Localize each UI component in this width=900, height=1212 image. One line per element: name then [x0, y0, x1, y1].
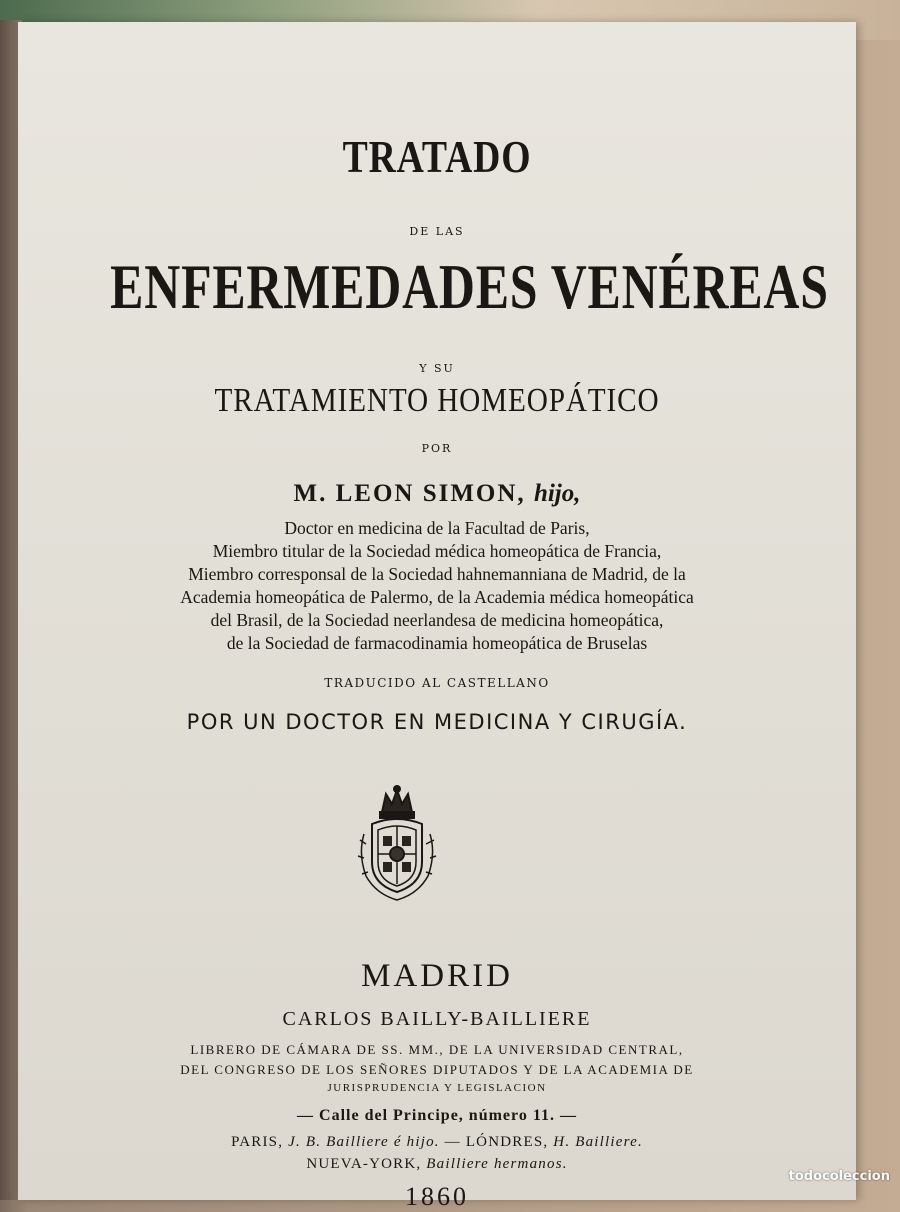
publisher-detail-line: LIBRERO DE CÁMARA DE SS. MM., DE LA UNIVERSIDAD CENTRAL,: [190, 1042, 684, 1057]
branch-newyork-name: Bailliere hermanos.: [426, 1156, 568, 1172]
watermark-logo: todocoleccion: [788, 1169, 890, 1184]
branch-newyork-label: NUEVA-YORK,: [306, 1156, 422, 1172]
author-suffix: hijo,: [533, 480, 581, 507]
imprint-city: MADRID: [361, 958, 513, 994]
byline-por: POR: [421, 442, 453, 455]
author-name: M. LEON SIMON,: [293, 480, 526, 507]
credential-line: de la Sociedad de farmacodinamia homeopática de Bruselas: [226, 633, 648, 653]
publisher-address: — Calle del Principe, número 11. —: [297, 1107, 577, 1124]
branch-london-label: — LÓNDRES,: [444, 1134, 549, 1150]
royal-crest-emblem: [356, 784, 438, 902]
credential-line: Doctor en medicina de la Facultad de Paris,: [284, 518, 590, 538]
credential-line: Miembro corresponsal de la Sociedad hahnemanniana de Madrid, de la: [188, 564, 686, 584]
title-connector-de-las: DE LAS: [409, 225, 465, 238]
publisher-name: CARLOS BAILLY-BAILLIERE: [282, 1008, 592, 1030]
publication-year: 1860: [405, 1182, 469, 1211]
branch-paris-name: J. B. Bailliere é hijo.: [288, 1134, 440, 1150]
branch-london-name: H. Bailliere.: [553, 1134, 643, 1150]
credential-line: Miembro titular de la Sociedad médica homeopática de Francia,: [212, 541, 662, 561]
title: TRATADO: [342, 131, 532, 182]
credential-line: Academia homeopática de Palermo, de la Academia médica homeopática: [180, 587, 694, 607]
branch-paris-label: PARIS,: [231, 1134, 284, 1150]
branch-new-york: [18, 1156, 856, 1173]
branch-paris-london: [18, 1134, 856, 1151]
publisher-detail-line: JURISPRUDENCIA Y LEGISLACION: [327, 1082, 547, 1094]
credential-line: del Brasil, de la Sociedad neerlandesa de medicina homeopática,: [210, 610, 664, 630]
translator-line: POR UN DOCTOR EN MEDICINA Y CIRUGÍA.: [186, 710, 688, 734]
publisher-detail-line: DEL CONGRESO DE LOS SEÑORES DIPUTADOS Y DE LA ACADEMIA DE: [180, 1062, 694, 1077]
main-title: ENFERMEDADES VENÉREAS: [110, 251, 829, 322]
title-page: [18, 22, 856, 1211]
translated-note: TRADUCIDO AL CASTELLANO: [324, 676, 550, 690]
author-line: [18, 480, 856, 508]
subtitle: TRATAMIENTO HOMEOPÁTICO: [214, 382, 660, 419]
title-connector-y-su: Y SU: [419, 362, 455, 375]
